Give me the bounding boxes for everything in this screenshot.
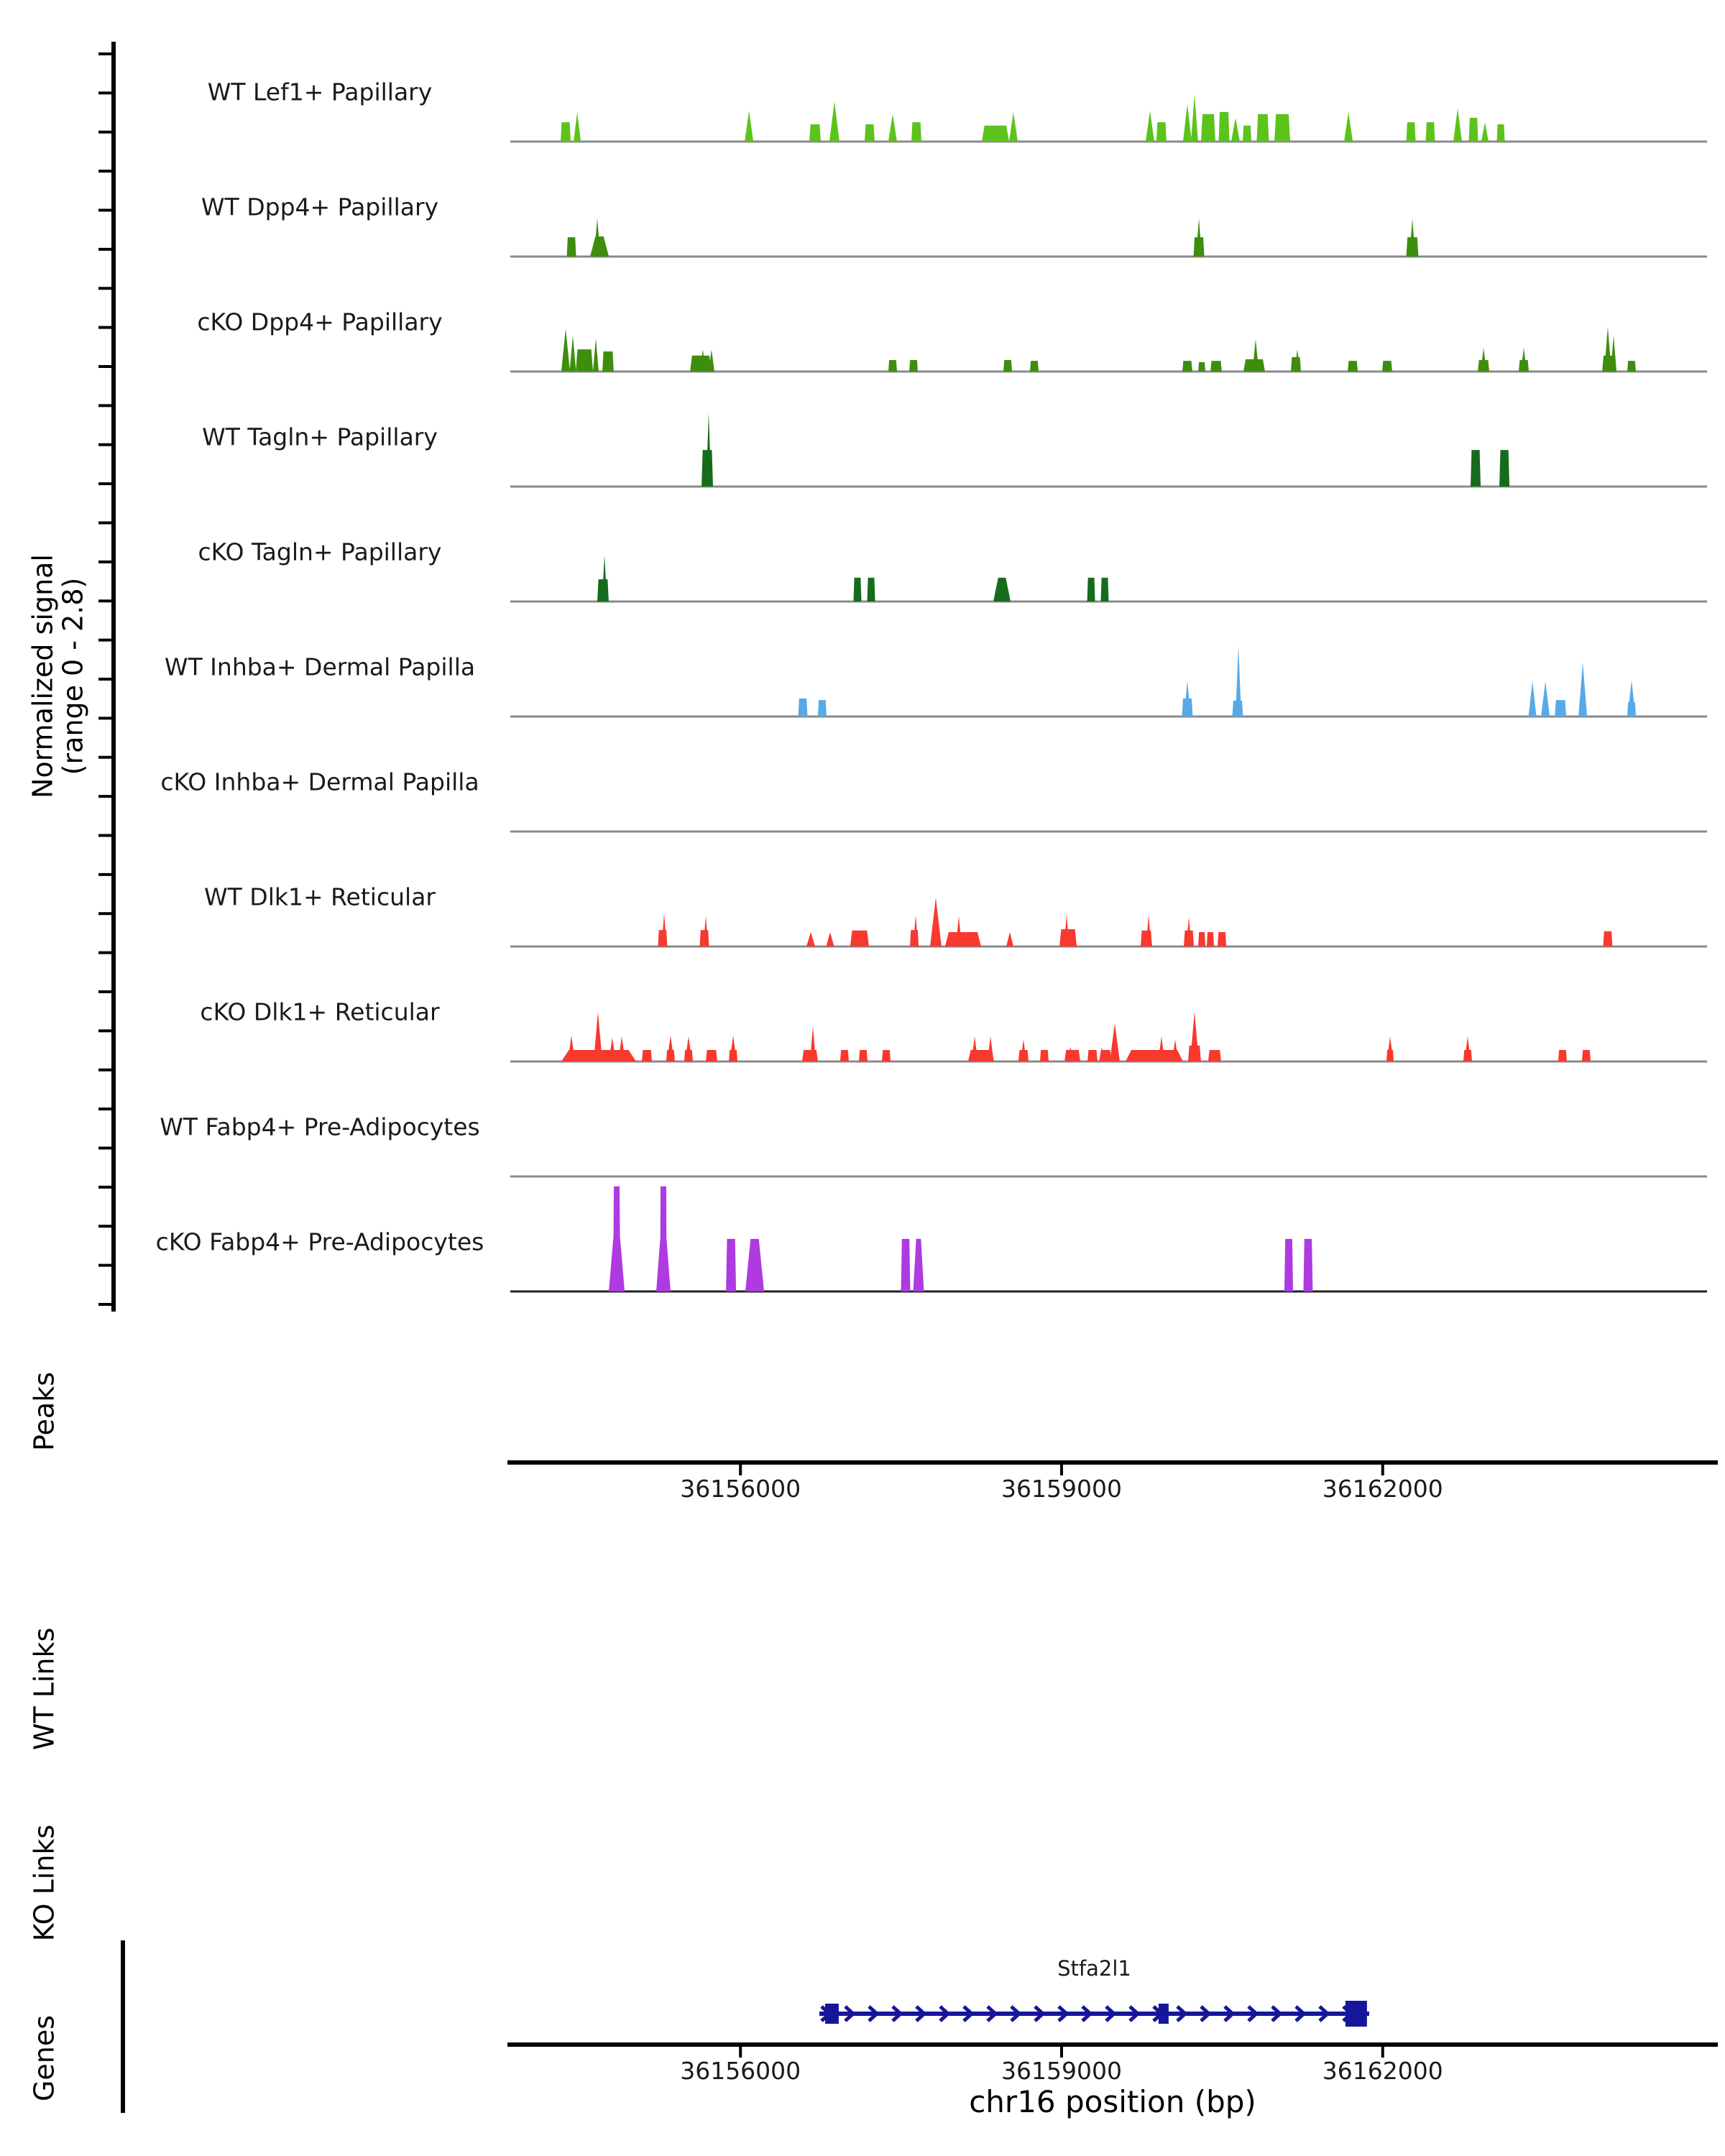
- signal-peak: [972, 1036, 978, 1061]
- signal-y-axis-tick: [98, 326, 111, 329]
- track-label-cko-dpp4: cKO Dpp4+ Papillary: [197, 308, 443, 336]
- peaks-axis-tick-label: 36156000: [680, 1475, 801, 1503]
- signal-y-axis-tick: [98, 1107, 111, 1110]
- signal-peak: [602, 351, 614, 372]
- signal-y-axis-tick: [98, 443, 111, 446]
- genes-y-axis-line: [121, 1940, 125, 2113]
- signal-peak: [726, 1239, 736, 1291]
- signal-y-axis-line: [111, 42, 116, 1312]
- x-axis-title: chr16 position (bp): [969, 2084, 1256, 2119]
- signal-peak: [1578, 663, 1587, 717]
- signal-peak: [1344, 112, 1353, 142]
- signal-peak: [1541, 681, 1550, 717]
- track-label-wt-inhba: WT Inhba+ Dermal Papilla: [164, 653, 476, 681]
- signal-y-axis-tick: [98, 52, 111, 55]
- signal-y-axis-tick: [98, 482, 111, 485]
- signal-y-axis-tick: [98, 1303, 111, 1306]
- signal-y-axis-tick: [98, 365, 111, 368]
- signal-peak: [859, 1050, 868, 1061]
- signal-peak: [567, 237, 576, 257]
- signal-peak: [1465, 1036, 1471, 1061]
- signal-y-axis-tick: [98, 287, 111, 290]
- gene-exon: [1346, 2001, 1367, 2027]
- signal-peak: [662, 913, 667, 946]
- signal-peak: [1087, 578, 1095, 602]
- signal-peak: [594, 1012, 602, 1061]
- signal-y-axis-tick: [98, 561, 111, 563]
- signal-peak: [1100, 578, 1108, 602]
- signal-peak: [1236, 645, 1241, 717]
- signal-peak: [945, 932, 981, 946]
- signal-peak: [1582, 1050, 1591, 1061]
- signal-peak: [685, 1036, 692, 1061]
- signal-peak: [602, 556, 607, 602]
- signal-peak: [1146, 111, 1154, 142]
- signal-peak: [593, 338, 599, 372]
- signal-y-axis-tick: [98, 834, 111, 837]
- signal-peak: [568, 1036, 575, 1061]
- section-label-genes: Genes: [28, 2014, 60, 2102]
- signal-peak: [1158, 1036, 1164, 1061]
- signal-peak: [1219, 112, 1230, 142]
- signal-y-axis-tick: [98, 1029, 111, 1032]
- signal-peak: [988, 1036, 994, 1061]
- signal-peak: [730, 1036, 737, 1061]
- genes-x-axis-line: [507, 2042, 1718, 2047]
- signal-peak: [1231, 118, 1240, 142]
- signal-peak: [1006, 932, 1013, 946]
- signal-peak: [1555, 700, 1566, 717]
- peaks-axis-tick-label: 36159000: [1000, 1475, 1122, 1503]
- signal-peak: [1284, 1239, 1293, 1291]
- signal-peak: [853, 578, 861, 602]
- signal-peak: [850, 931, 869, 946]
- x-axis-tick: [1381, 2047, 1384, 2058]
- signal-peak: [618, 1036, 625, 1061]
- signal-peak: [1529, 681, 1537, 717]
- signal-peak: [1627, 681, 1635, 717]
- signal-peak: [576, 349, 593, 372]
- genes-axis-tick-label: 36156000: [680, 2057, 801, 2085]
- signal-peak: [574, 112, 581, 142]
- signal-peak: [1407, 122, 1416, 142]
- signal-peak: [1604, 327, 1611, 372]
- signal-peak: [993, 578, 1011, 602]
- signal-peak: [1303, 1239, 1312, 1291]
- track-label-wt-lef1: WT Lef1+ Papillary: [207, 78, 433, 106]
- signal-peak: [1481, 122, 1489, 142]
- signal-y-axis-tick: [98, 990, 111, 993]
- signal-y-axis-tick: [98, 795, 111, 798]
- signal-peak: [660, 1187, 666, 1291]
- signal-peak: [706, 413, 711, 487]
- signal-peak: [1208, 1050, 1221, 1061]
- signal-peak: [745, 1239, 764, 1291]
- signal-peak: [1453, 109, 1462, 142]
- x-axis-tick: [1060, 1465, 1063, 1475]
- signal-peak: [1156, 122, 1167, 142]
- signal-peak: [1426, 122, 1435, 142]
- x-axis-tick: [739, 2047, 742, 2058]
- signal-peak: [1274, 114, 1290, 142]
- signal-peak: [1627, 361, 1636, 372]
- signal-peak: [667, 1036, 674, 1061]
- signal-peak: [1558, 1050, 1567, 1061]
- signal-peak: [1030, 361, 1039, 372]
- gene-label: Stfa2l1: [1057, 1956, 1131, 1981]
- signal-y-axis-tick: [98, 170, 111, 172]
- signal-y-axis-tick: [98, 1186, 111, 1189]
- signal-peak: [1256, 114, 1269, 142]
- track-label-wt-fabp4: WT Fabp4+ Pre-Adipocytes: [160, 1112, 480, 1141]
- signal-peak: [1201, 114, 1215, 142]
- signal-peak: [1481, 348, 1486, 372]
- signal-y-axis-tick: [98, 1069, 111, 1072]
- signal-peak: [1469, 118, 1478, 142]
- peaks-x-axis-line: [507, 1460, 1718, 1465]
- gene-exon: [825, 2004, 839, 2024]
- signal-peak: [909, 360, 918, 372]
- signal-y-axis-tick: [98, 522, 111, 525]
- signal-peak: [1382, 361, 1392, 372]
- signal-y-axis-tick: [98, 209, 111, 212]
- signal-peak: [829, 101, 840, 142]
- track-label-cko-dlk1: cKO Dlk1+ Reticular: [200, 998, 440, 1026]
- signal-y-axis-tick: [98, 131, 111, 134]
- signal-peak: [1207, 932, 1214, 946]
- x-axis-tick: [1060, 2047, 1063, 2058]
- gene-exon: [1159, 2004, 1169, 2024]
- signal-y-axis-tick: [98, 952, 111, 954]
- track-label-cko-fabp4: cKO Fabp4+ Pre-Adipocytes: [155, 1227, 484, 1256]
- signal-peak: [561, 328, 570, 372]
- signal-y-axis-tick: [98, 756, 111, 759]
- signal-peak: [609, 1038, 616, 1061]
- signal-y-axis-tick: [98, 639, 111, 642]
- x-axis-tick: [1381, 1465, 1384, 1475]
- signal-peak: [1190, 1012, 1199, 1061]
- x-axis-tick: [739, 1465, 742, 1475]
- genes-axis-tick-label: 36162000: [1322, 2057, 1443, 2085]
- signal-peak: [1183, 104, 1192, 142]
- signal-peak: [1348, 361, 1358, 372]
- signal-peak: [818, 700, 827, 717]
- signal-peak: [956, 916, 962, 946]
- signal-peak: [642, 1050, 652, 1061]
- signal-peak: [901, 1239, 911, 1291]
- signal-peak: [745, 111, 753, 142]
- signal-peak: [888, 360, 897, 372]
- signal-peak: [888, 114, 897, 142]
- signal-y-axis-tick: [98, 91, 111, 94]
- signal-y-axis-tick: [98, 1225, 111, 1227]
- signal-peak: [982, 126, 1009, 142]
- track-label-cko-inhba: cKO Inhba+ Dermal Papilla: [160, 768, 479, 796]
- signal-peak: [1253, 339, 1259, 372]
- signal-peak: [806, 932, 815, 946]
- y-axis-title-line1: Normalized signal: [27, 554, 59, 798]
- signal-y-axis-tick: [98, 873, 111, 876]
- signal-peak: [570, 336, 576, 372]
- signal-y-axis-tick: [98, 717, 111, 719]
- signal-peak: [1087, 1050, 1098, 1061]
- signal-peak: [1218, 932, 1226, 946]
- signal-y-axis-tick: [98, 404, 111, 407]
- signal-peak: [1499, 450, 1509, 487]
- signal-peak: [613, 1187, 620, 1291]
- genes-axis-tick-label: 36159000: [1000, 2057, 1122, 2085]
- signal-peak: [1471, 450, 1481, 487]
- signal-peak: [882, 1050, 891, 1061]
- track-label-cko-tagln: cKO Tagln+ Papillary: [198, 538, 442, 566]
- signal-peak: [561, 122, 571, 142]
- signal-peak: [1009, 112, 1018, 142]
- signal-peak: [799, 699, 808, 717]
- signal-peak: [1110, 1023, 1120, 1061]
- signal-peak: [1198, 932, 1205, 946]
- signal-peak: [1603, 931, 1612, 946]
- signal-peak: [840, 1050, 849, 1061]
- signal-peak: [706, 1050, 717, 1061]
- signal-peak: [1198, 362, 1205, 372]
- signal-peak: [930, 898, 942, 946]
- signal-peak: [1521, 348, 1527, 372]
- track-label-wt-dpp4: WT Dpp4+ Papillary: [201, 193, 439, 221]
- signal-peak: [913, 1239, 924, 1291]
- section-label-peaks: Peaks: [28, 1371, 60, 1452]
- signal-peak: [826, 932, 834, 946]
- signal-peak: [1182, 361, 1192, 372]
- signal-peak: [911, 122, 921, 142]
- signal-peak: [1611, 336, 1616, 372]
- signal-peak: [1003, 360, 1012, 372]
- signal-peak: [1191, 95, 1198, 142]
- signal-y-axis-tick: [98, 912, 111, 915]
- signal-peak: [1243, 126, 1251, 142]
- signal-y-axis-tick: [98, 599, 111, 602]
- signal-peak: [1497, 124, 1505, 142]
- peaks-axis-tick-label: 36162000: [1322, 1475, 1443, 1503]
- signal-peak: [809, 124, 821, 142]
- track-label-wt-dlk1: WT Dlk1+ Reticular: [204, 883, 436, 911]
- signal-y-axis-tick: [98, 678, 111, 681]
- signal-y-axis-tick: [98, 1147, 111, 1150]
- y-axis-title-line2: (range 0 - 2.8): [57, 577, 89, 775]
- track-label-wt-tagln: WT Tagln+ Papillary: [202, 423, 438, 451]
- signal-peak: [810, 1026, 816, 1061]
- signal-peak: [1387, 1036, 1394, 1061]
- signal-peak: [868, 578, 875, 602]
- signal-peak: [865, 124, 875, 142]
- section-label-ko-links: KO Links: [28, 1824, 60, 1942]
- signal-peak: [1210, 361, 1222, 372]
- signal-y-axis-tick: [98, 248, 111, 251]
- section-label-wt-links: WT Links: [28, 1627, 60, 1751]
- signal-peak: [1040, 1050, 1049, 1061]
- signal-y-axis-tick: [98, 1264, 111, 1267]
